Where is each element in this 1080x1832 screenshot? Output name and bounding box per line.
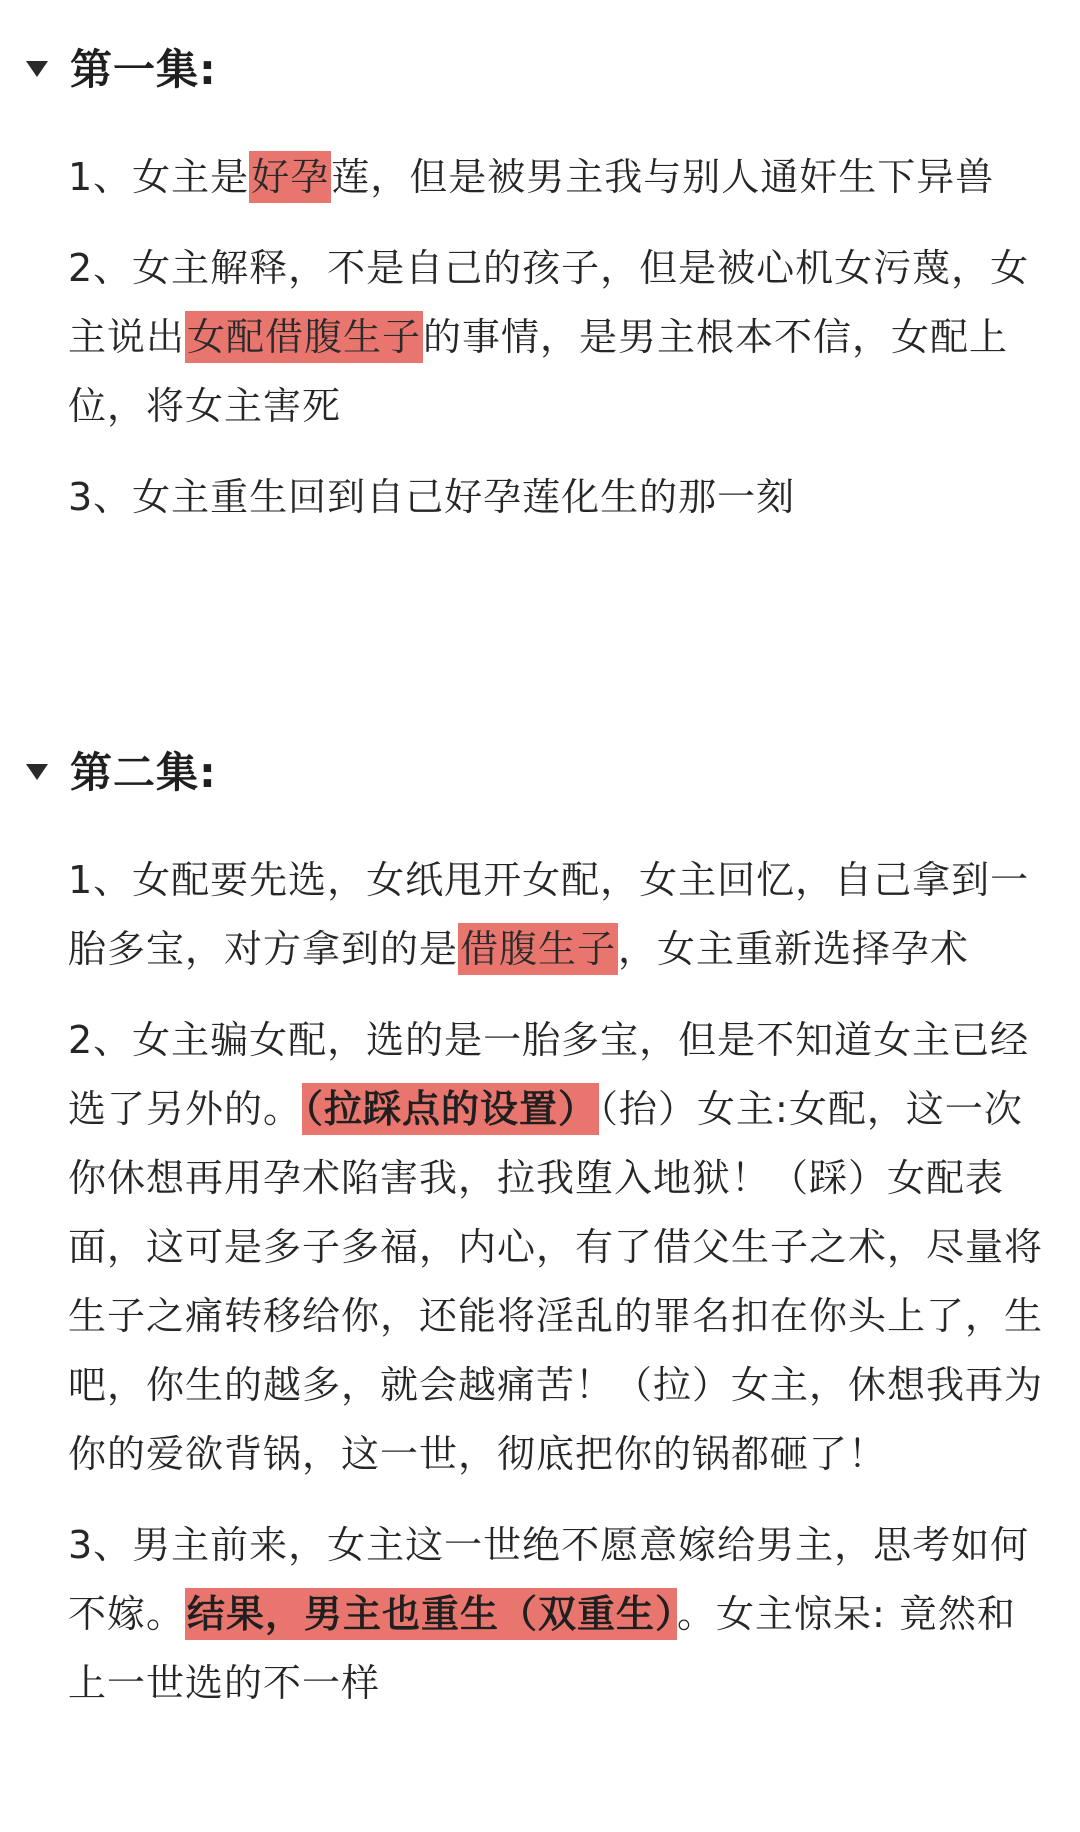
paragraph-text: 莲，但是被男主我与别人通奸生下异兽	[331, 155, 995, 199]
highlighted-text: 好孕	[249, 151, 331, 203]
episode-2-section	[0, 738, 1080, 1718]
paragraph-text: 的事情，是男主根本不信，女配上位，将女主害死	[68, 315, 1009, 428]
caret-down-icon[interactable]	[26, 61, 48, 77]
paragraph-text: （抬）女主:女配，这一次你休想再用孕术陷害我，拉我堕入地狱！（踩）女配表面，这可是多子多福，内心，有了借父生子之术，尽量将生子之痛转移给你，还能将淫乱的罪名扣在你头上了，生吧，你生的越多，就会越痛苦！（拉）女主，休想我再为你的爱欲背锅，这一世，彻底把你的锅都砸了！	[68, 1087, 1044, 1476]
paragraph-text: 3、女主重生回到自己好孕莲化生的那一刻	[68, 475, 796, 519]
highlighted-text: 借腹生子	[458, 923, 618, 975]
highlighted-text: 女配借腹生子	[185, 311, 423, 363]
paragraph-text: 2、女主骗女配，选的是一胎多宝，但是不知道女主已经选了另外的。	[68, 1018, 1030, 1131]
paragraph-text: ，女主重新选择孕术	[618, 927, 970, 971]
episode-2-item-2	[68, 1006, 1043, 1489]
episode-1-item-1	[68, 143, 1043, 212]
episode-2-item-1	[68, 846, 1043, 984]
episode-2-item-3	[68, 1511, 1043, 1718]
paragraph-text: 。女主惊呆: 竟然和上一世选的不一样	[68, 1592, 1016, 1705]
paragraph-text: 1、女主是	[68, 155, 250, 199]
paragraph-text: 1、女配要先选，女纸甩开女配，女主回忆，自己拿到一胎多宝，对方拿到的是	[68, 858, 1030, 971]
paragraph-text: 2、女主解释，不是自己的孩子，但是被心机女污蔑，女主说出	[68, 246, 1030, 359]
paragraph-text: 3、男主前来，女主这一世绝不愿意嫁给男主，思考如何不嫁。	[68, 1523, 1030, 1636]
episode-2-heading[interactable]	[0, 738, 1080, 808]
highlighted-bold-text: （拉踩点的设置）	[302, 1083, 599, 1135]
episode-1-item-2	[68, 234, 1043, 441]
caret-down-icon[interactable]	[26, 764, 48, 780]
episode-1-section	[0, 35, 1080, 532]
highlighted-bold-text: 结果，男主也重生（双重生）	[185, 1588, 677, 1640]
episode-2-title: 第二集:	[70, 748, 217, 797]
episode-1-heading[interactable]	[0, 35, 1080, 105]
episode-1-title: 第一集:	[70, 45, 217, 94]
episode-1-item-3	[68, 463, 1043, 532]
